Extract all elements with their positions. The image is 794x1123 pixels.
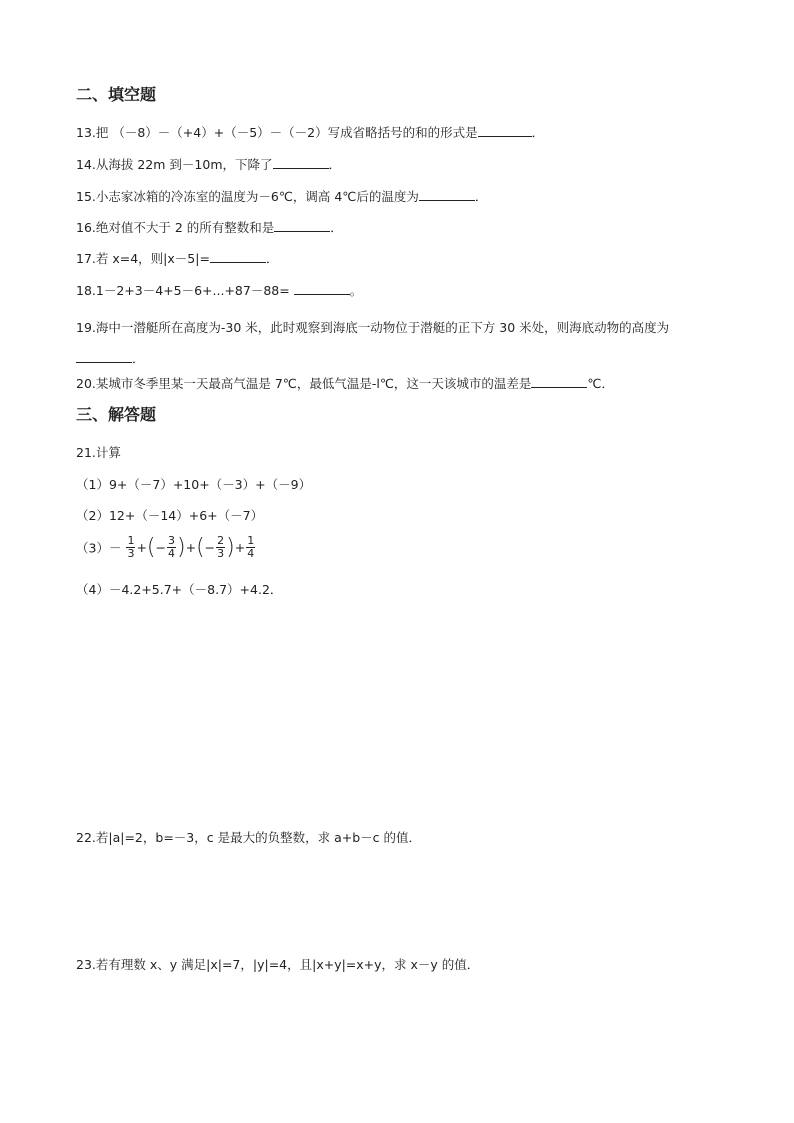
- answer-blank[interactable]: [273, 156, 329, 169]
- question-21-part-2: （2）12+（－14）+6+（－7）: [76, 508, 264, 523]
- fraction: $\frac{1}{4}$: [247, 534, 255, 560]
- question-21-part-1: （1）9+（－7）+10+（－3）+（－9）: [76, 477, 312, 492]
- question-13-text: 13.把 （－8）－（+4）+（－5）－（－2）写成省略括号的和的形式是: [76, 125, 478, 140]
- section-fill-in-title: 二、填空题: [76, 85, 157, 104]
- answer-blank[interactable]: [294, 282, 350, 295]
- fraction: $\frac{2}{3}$: [217, 534, 225, 560]
- question-16: 16.绝对值不大于 2 的所有整数和是 ．: [76, 220, 343, 235]
- question-19: 19.海中一潜艇所在高度为-30 米，此时观察到海底一动物位于潜艇的正下方 30 米处，则海底动物的高度为 ．: [76, 320, 670, 366]
- answer-blank[interactable]: [76, 350, 132, 363]
- answer-blank[interactable]: [210, 250, 266, 263]
- question-19-text: 19.海中一潜艇所在高度为-30 米，此时观察到海底一动物位于潜艇的正下方 30 米处，则海底动物的高度为: [76, 320, 670, 335]
- answer-blank[interactable]: [478, 124, 532, 137]
- fraction: $\frac{1}{3}$: [127, 534, 135, 560]
- question-17-text: 17.若 x=4，则|x－5|=: [76, 251, 210, 266]
- question-15: 15.小志家冰箱的冷冻室的温度为－6℃，调高 4℃后的温度为 ．: [76, 189, 488, 204]
- question-13: 13.把 （－8）－（+4）+（－5）－（－2）写成省略括号的和的形式是 ．: [76, 125, 545, 140]
- question-14: 14.从海拔 22m 到－10m，下降了 ．: [76, 157, 342, 172]
- question-20: 20.某城市冬季里某一天最高气温是 7℃，最低气温是-l℃，这一天该城市的温差是 ℃．: [76, 376, 614, 391]
- question-23: 23.若有理数 x、y 满足|x|=7，|y|=4，且|x+y|=x+y，求 x－y 的值．: [76, 957, 480, 972]
- question-21-part-3: （3）－ $\frac{1}{3}$ +(− $\frac{3}{4}$ )+(− $\frac{2}{3}$ )+ $\frac{1}{4}$: [76, 534, 255, 560]
- fraction: $\frac{3}{4}$: [168, 534, 175, 560]
- question-18: 18.1－2+3－4+5－6+...+87－88= 。: [76, 283, 363, 298]
- answer-blank[interactable]: [419, 188, 475, 201]
- answer-blank[interactable]: [531, 375, 587, 388]
- question-20-text: 20.某城市冬季里某一天最高气温是 7℃，最低气温是-l℃，这一天该城市的温差是: [76, 376, 532, 391]
- question-14-text: 14.从海拔 22m 到－10m，下降了: [76, 157, 273, 172]
- section-answer-title: 三、解答题: [76, 405, 157, 424]
- question-22: 22.若|a|=2，b=－3，c 是最大的负整数，求 a+b－c 的值．: [76, 830, 421, 845]
- question-17: 17.若 x=4，则|x－5|= ．: [76, 251, 279, 266]
- answer-blank[interactable]: [274, 219, 330, 232]
- question-18-text: 18.1－2+3－4+5－6+...+87－88=: [76, 283, 290, 298]
- question-21-part-4: （4）－4.2+5.7+（－8.7）+4.2．: [76, 582, 283, 597]
- question-15-text: 15.小志家冰箱的冷冻室的温度为－6℃，调高 4℃后的温度为: [76, 189, 419, 204]
- question-16-text: 16.绝对值不大于 2 的所有整数和是: [76, 220, 275, 235]
- question-21-title: 21.计算: [76, 445, 121, 460]
